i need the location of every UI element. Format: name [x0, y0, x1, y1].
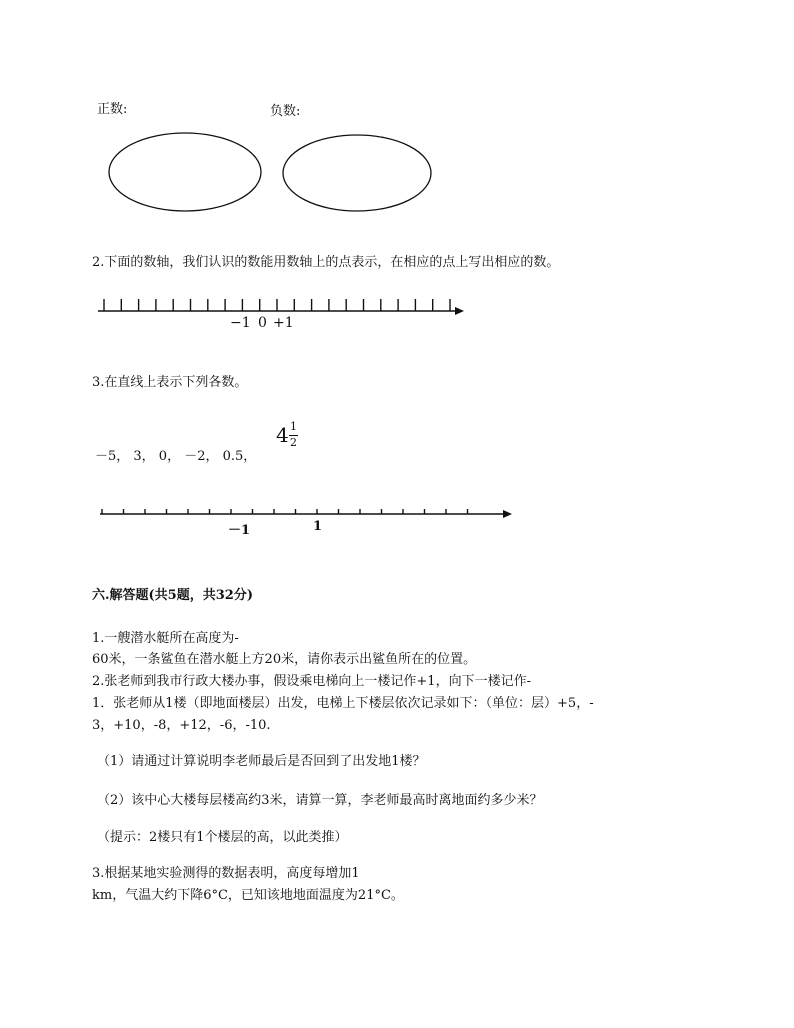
number-line-2-arrow: [503, 510, 512, 518]
negative-label: 负数:: [270, 104, 301, 119]
mixed-number: [276, 420, 306, 454]
label-plus-one: +1: [273, 315, 294, 331]
problem-2-subquestion-1: （1）请通过计算说明李老师最后是否回到了出发地1楼？: [97, 754, 426, 769]
problem-2-hint: （提示：2楼只有1个楼层的高，以此类推）: [97, 830, 348, 845]
number-line-2-ticks: [102, 509, 468, 514]
question-3-numbers: －5， 3， 0， －2， 0.5，: [95, 449, 257, 464]
label-minus-one-line-2: －1: [228, 523, 251, 538]
problem-2-line-1: 2.张老师到我市行政大楼办事，假设乘电梯向上一楼记作+1，向下一楼记作-: [92, 674, 531, 689]
problem-3-line-1: 3.根据某地实验测得的数据表明，高度每增加1: [92, 866, 360, 881]
mixed-number-whole: 4: [276, 423, 289, 447]
number-line-1: [98, 299, 464, 315]
number-line-2: [100, 509, 512, 518]
section-6-title: 六.解答题(共5题，共32分): [92, 588, 253, 603]
label-minus-one: −1: [230, 315, 251, 331]
problem-1-line-2: 60米，一条鲨鱼在潜水艇上方20米，请你表示出鲨鱼所在的位置。: [92, 652, 477, 667]
mixed-number-numerator: 1: [290, 420, 297, 433]
label-one-line-2: 1: [313, 519, 323, 534]
positive-label: 正数:: [97, 102, 128, 117]
problem-1-line-1: 1.一艘潜水艇所在高度为-: [92, 631, 239, 646]
problem-2-line-3: 3，+10，-8，+12，-6，-10.: [92, 718, 271, 733]
question-3-text: 3.在直线上表示下列各数。: [92, 375, 248, 390]
number-line-1-arrow: [455, 307, 464, 315]
problem-2-line-2: 1．张老师从1楼（即地面楼层）出发，电梯上下楼层依次记录如下：（单位：层）+5，-: [92, 696, 594, 711]
label-zero: 0: [258, 315, 267, 331]
problem-3-line-2: km，气温大约下降6°C，已知该地地面温度为21°C。: [92, 888, 404, 903]
negative-set-ellipse: [283, 135, 431, 211]
problem-2-subquestion-2: （2）该中心大楼每层楼高约3米，请算一算，李老师最高时离地面约多少米？: [97, 793, 543, 808]
number-line-1-ticks: [104, 299, 450, 311]
question-2-text: 2.下面的数轴，我们认识的数能用数轴上的点表示，在相应的点上写出相应的数。: [92, 255, 560, 270]
mixed-number-denominator: 2: [290, 436, 297, 449]
positive-set-ellipse: [109, 133, 261, 211]
